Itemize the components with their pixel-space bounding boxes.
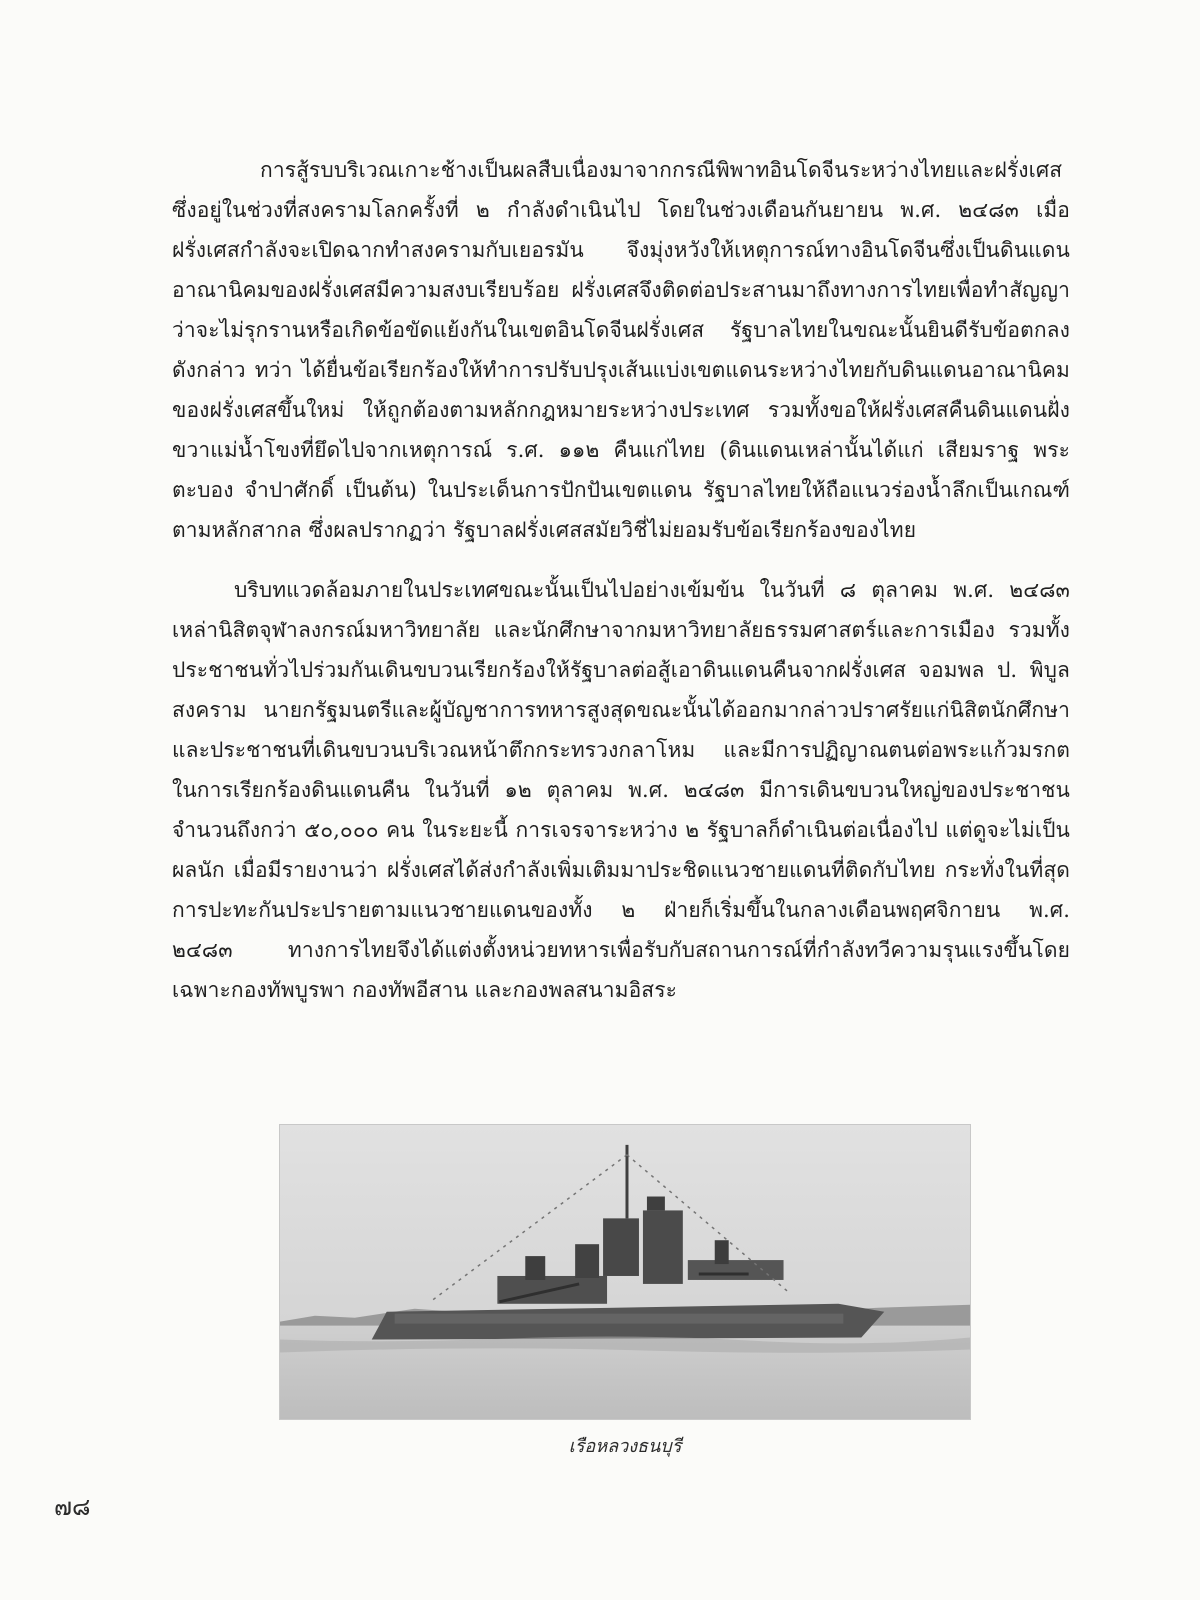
page-number: ๗๘: [54, 1493, 91, 1521]
ship-photo-graphic: [280, 1125, 970, 1419]
figure-caption: เรือหลวงธนบุรี: [568, 1436, 682, 1457]
ship-photo: [279, 1124, 971, 1420]
body-text: [172, 150, 1070, 1030]
paragraph-2: บริบทแวดล้อมภายในประเทศขณะนั้นเป็นไปอย่างเข้มข้น ในวันที่ ๘ ตุลาคม พ.ศ. ๒๔๘๓ เหล่านิสิตจุฬาลงกรณ์มหาวิทยาลัย และนักศึกษาจากมหาวิทยาลัยธรรมศาสตร์และการเมือง รวมทั้งประชาชนทั่วไปร่วมกันเดินขบวนเรียกร้องให้รัฐบาลต่อสู้เอาดินแดนคืนจากฝรั่งเศส จอมพล ป. พิบูลสงคราม นายกรัฐมนตรีและผู้บัญชาการทหารสูงสุดขณะนั้นได้ออกมากล่าวปราศรัยแก่นิสิตนักศึกษาและประชาชนที่เดินขบวนบริเวณหน้าตึกกระทรวงกลาโหม และมีการปฏิญาณตนต่อพระแก้วมรกตในการเรียกร้องดินแดนคืน ในวันที่ ๑๒ ตุลาคม พ.ศ. ๒๔๘๓ มีการเดินขบวนใหญ่ของประชาชนจำนวนถึงกว่า ๕๐,๐๐๐ คน ในระยะนี้ การเจรจาระหว่าง ๒ รัฐบาลก็ดำเนินต่อเนื่องไป แต่ดูจะไม่เป็นผลนัก เมื่อมีรายงานว่า ฝรั่งเศสได้ส่งกำลังเพิ่มเติมมาประชิดแนวชายแดนที่ติดกับไทย กระทั่งในที่สุด การปะทะกันประปรายตามแนวชายแดนของทั้ง ๒ ฝ่ายก็เริ่มขึ้นในกลางเดือนพฤศจิกายน พ.ศ. ๒๔๘๓ ทางการไทยจึงได้แต่งตั้งหน่วยทหารเพื่อรับกับสถานการณ์ที่กำลังทวีความรุนแรงขึ้นโดยเฉพาะกองทัพบูรพา กองทัพอีสาน และกองพลสนามอิสระ: [172, 578, 1070, 1002]
paragraph-1: การสู้รบบริเวณเกาะช้างเป็นผลสืบเนื่องมาจากกรณีพิพาทอินโดจีนระหว่างไทยและฝรั่งเศส ซึ่งอยู่ในช่วงที่สงครามโลกครั้งที่ ๒ กำลังดำเนินไป โดยในช่วงเดือนกันยายน พ.ศ. ๒๔๘๓ เมื่อฝรั่งเศสกำลังจะเปิดฉากทำสงครามกับเยอรมัน จึงมุ่งหวังให้เหตุการณ์ทางอินโดจีนซึ่งเป็นดินแดนอาณานิคมของฝรั่งเศสมีความสงบเรียบร้อย ฝรั่งเศสจึงติดต่อประสานมาถึงทางการไทยเพื่อทำสัญญาว่าจะไม่รุกรานหรือเกิดข้อขัดแย้งกันในเขตอินโดจีนฝรั่งเศส รัฐบาลไทยในขณะนั้นยินดีรับข้อตกลงดังกล่าว ทว่า ได้ยื่นข้อเรียกร้องให้ทำการปรับปรุงเส้นแบ่งเขตแดนระหว่างไทยกับดินแดนอาณานิคมของฝรั่งเศสขึ้นใหม่ ให้ถูกต้องตามหลักกฎหมายระหว่างประเทศ รวมทั้งขอให้ฝรั่งเศสคืนดินแดนฝั่งขวาแม่น้ำโขงที่ยึดไปจากเหตุการณ์ ร.ศ. ๑๑๒ คืนแก่ไทย (ดินแดนเหล่านั้นได้แก่ เสียมราฐ พระตะบอง จำปาศักดิ์ เป็นต้น) ในประเด็นการปักปันเขตแดน รัฐบาลไทยให้ถือแนวร่องน้ำลึกเป็นเกณฑ์ตามหลักสากล ซึ่งผลปรากฏว่า รัฐบาลฝรั่งเศสสมัยวิชี่ไม่ยอมรับข้อเรียกร้องของไทย: [172, 158, 1070, 542]
